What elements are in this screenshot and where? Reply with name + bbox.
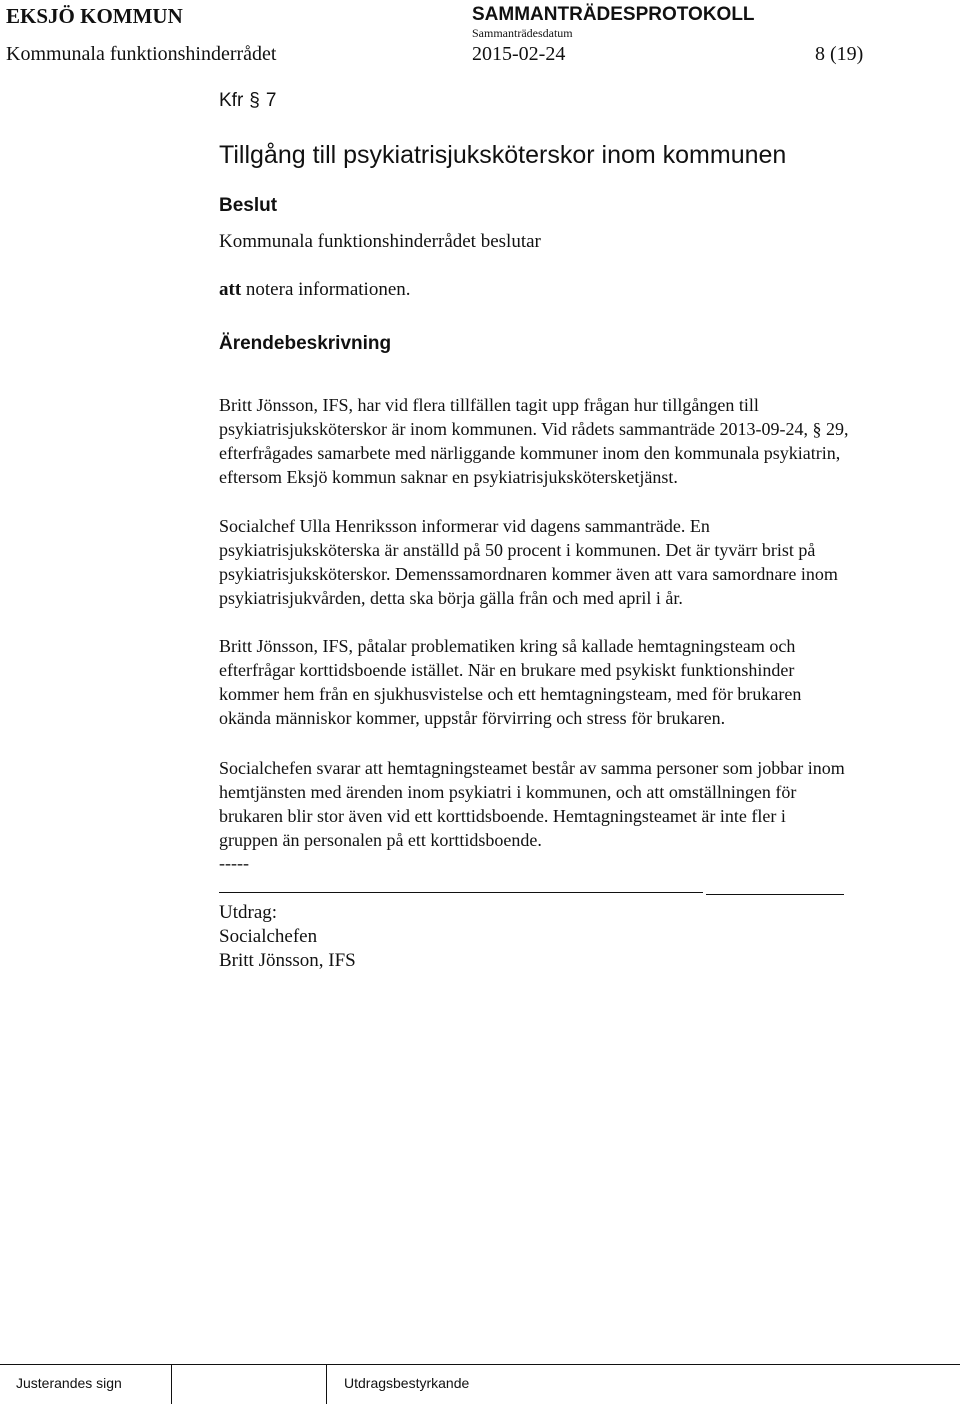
section-sign-icon: §	[249, 90, 260, 111]
page-title: Tillgång till psykiatrisjuksköterskor inom kommunen	[219, 141, 787, 169]
footer-signature-box	[172, 1364, 327, 1404]
paragraph-line: psykiatrisjuksköterskor. Demenssamordnaren kommer även att vara samordnare inom	[219, 564, 838, 584]
description-paragraph	[219, 634, 949, 730]
footer-sign-cell	[0, 1364, 172, 1404]
paragraph-line: efterfrågades samarbete med närliggande kommuner inom den kommunala psykiatrin,	[219, 443, 841, 463]
paragraph-line: okända människor kommer, uppstår förvirring och stress för brukaren.	[219, 708, 726, 728]
document-type: SAMMANTRÄDESPROTOKOLL	[472, 4, 755, 25]
paragraph-line: gruppen än personalen på ett korttidsboende.	[219, 830, 542, 850]
paragraph-line: Britt Jönsson, IFS, har vid flera tillfällen tagit upp frågan hur tillgången till	[219, 395, 759, 415]
paragraph-line: efterfrågar korttidsboende istället. När en brukare med psykiskt funktionshinder	[219, 660, 795, 680]
recipient: Britt Jönsson, IFS	[219, 950, 356, 971]
decision-intro: Kommunala funktionshinderrådet beslutar	[219, 231, 541, 252]
footer-sign-label: Justerandes sign	[16, 1375, 122, 1391]
paragraph-line: kommer hem från en sjukhusvistelse och ett hemtagningsteam, med för brukaren	[219, 684, 802, 704]
committee-name: Kommunala funktionshinderrådet	[6, 43, 277, 65]
excerpt-label: Utdrag:	[219, 902, 278, 923]
date-label: Sammanträdesdatum	[472, 26, 573, 40]
paragraph-prefix: Kfr	[219, 90, 244, 111]
divider-line	[706, 894, 844, 895]
decision-heading: Beslut	[219, 195, 278, 216]
decision-body: notera informationen.	[245, 279, 411, 300]
divider-line	[219, 892, 703, 893]
footer-certified-label: Utdragsbestyrkande	[344, 1375, 470, 1391]
paragraph-line: psykiatrisjukvården, detta ska börja gälla från och med april i år.	[219, 588, 683, 608]
paragraph-number: 7	[265, 90, 277, 111]
footer-certified-cell	[327, 1364, 960, 1404]
paragraph-line: Socialchefen svarar att hemtagningsteamet består av samma personer som jobbar inom	[219, 758, 845, 778]
description-paragraph	[219, 393, 949, 489]
organization-name: EKSJÖ KOMMUN	[6, 4, 183, 28]
page-number: 8 (19)	[815, 43, 864, 65]
decision-text	[219, 279, 411, 301]
paragraph-line: Socialchef Ulla Henriksson informerar vid dagens sammanträde. En	[219, 516, 710, 536]
paragraph-line: hemtjänsten med ärenden inom psykiatri i kommunen, och att omställningen för	[219, 782, 797, 802]
paragraph-line: psykiatrisjuksköterskor är inom kommunen. Vid rådets sammanträde 2013-09-24, § 29,	[219, 419, 849, 439]
meeting-date: 2015-02-24	[472, 43, 566, 65]
description-paragraph	[219, 756, 949, 852]
paragraph-line: brukaren blir stor även vid ett korttidsboende. Hemtagningsteamet är inte fler i	[219, 806, 786, 826]
paragraph-reference	[219, 90, 276, 112]
paragraph-line: eftersom Eksjö kommun saknar en psykiatrisjuksköterskеtjänst.	[219, 467, 678, 487]
description-heading: Ärendebeskrivning	[219, 333, 392, 354]
recipient: Socialchefen	[219, 926, 318, 947]
paragraph-line: Britt Jönsson, IFS, påtalar problematiken kring så kallade hemtagningsteam och	[219, 636, 796, 656]
decision-att: att	[219, 279, 242, 300]
separator-dashes: -----	[219, 853, 249, 873]
description-paragraph	[219, 514, 949, 610]
paragraph-line: psykiatrisjuksköterska är anställd på 50 procent i kommunen. Det är tyvärr brist på	[219, 540, 816, 560]
